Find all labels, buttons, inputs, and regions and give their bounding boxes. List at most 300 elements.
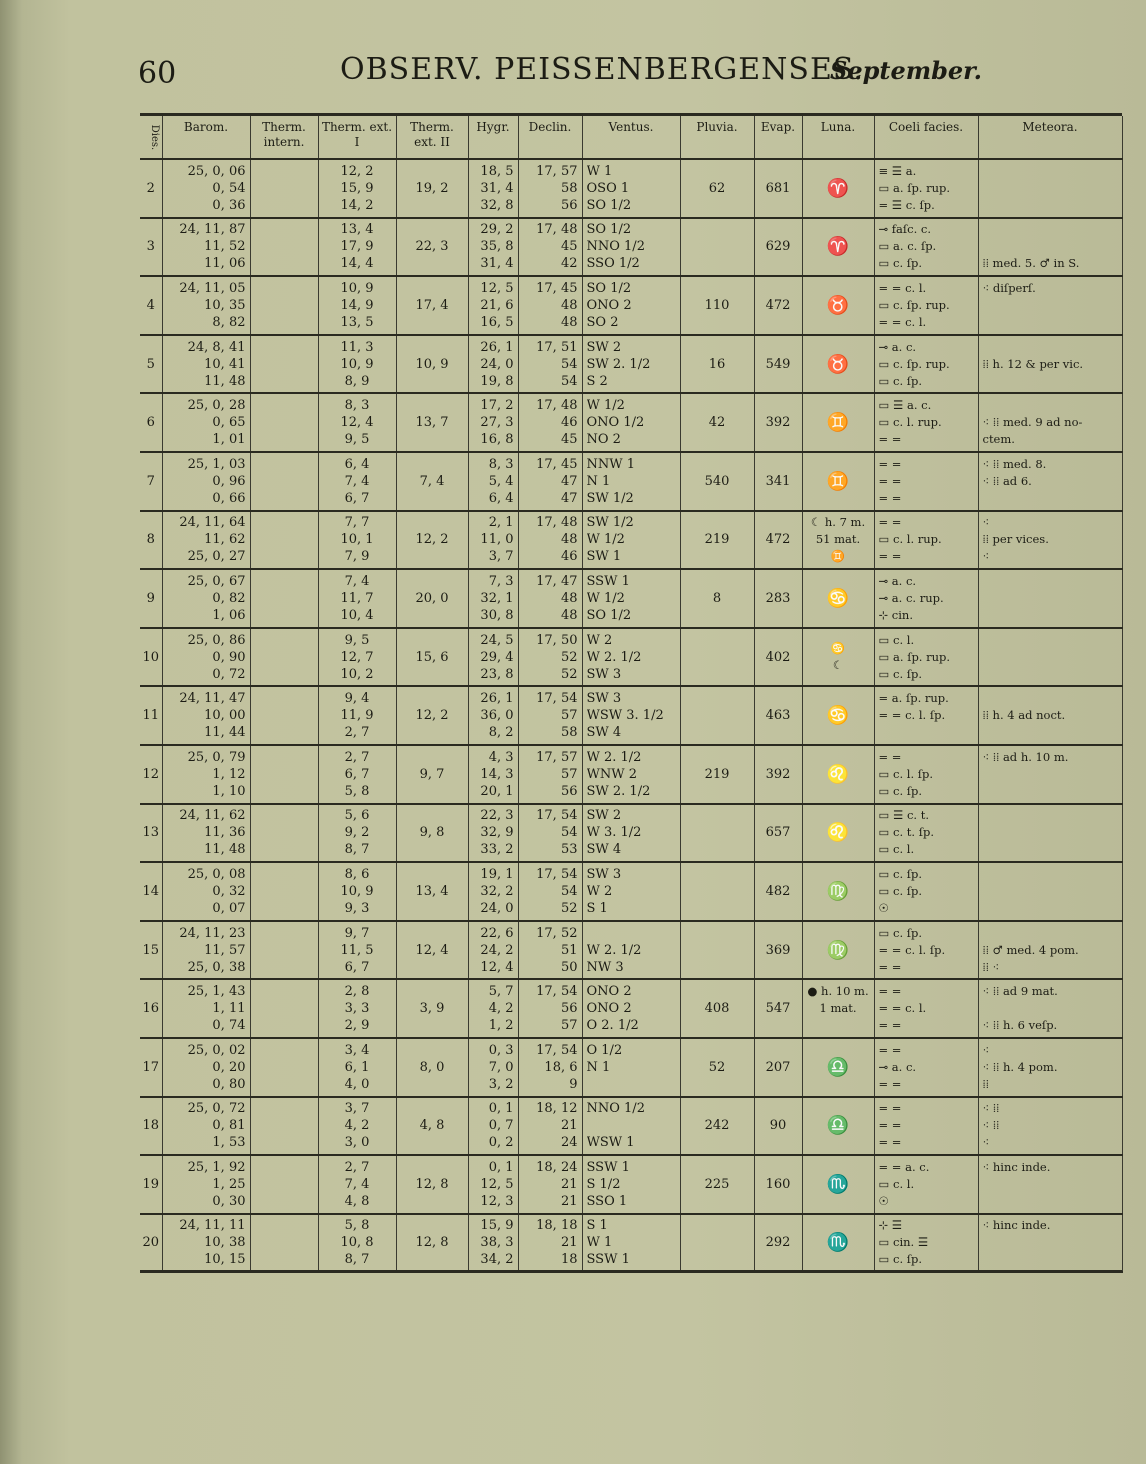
therm-ext1-value: 14, 9: [340, 297, 374, 313]
therm-ext1-value: 8, 9: [344, 373, 370, 389]
dies-cell: [140, 218, 162, 277]
therm-ext1-value: 5, 8: [344, 1218, 370, 1234]
dies-cell: [140, 804, 162, 863]
coeli-facies-value: [879, 724, 978, 741]
evap-value: 341: [765, 473, 791, 489]
evap-cell: [754, 569, 802, 628]
day-number: 20: [142, 1235, 160, 1251]
coeli-facies-cell: [874, 569, 978, 628]
hygr-cell: [468, 335, 518, 394]
dies-cell: [140, 862, 162, 921]
coeli-facies-value: = =: [878, 1118, 902, 1133]
therm-ext2-cell: [396, 745, 468, 804]
evap-cell: [754, 511, 802, 570]
barom-cell: [162, 804, 250, 863]
ventus-value: ONO 2: [586, 1001, 632, 1017]
coeli-facies-cell: [874, 1214, 978, 1273]
therm-ext2-value: 9, 7: [419, 766, 445, 782]
ventus-value: N 1: [586, 1059, 611, 1075]
therm-ext2-cell: [396, 159, 468, 218]
day-number: 10: [142, 649, 160, 665]
meteora-value: ⁞⁞ per vices.: [982, 532, 1049, 547]
table-body: [140, 159, 1122, 1272]
coeli-facies-value: ▭ a. ſp. rup.: [878, 180, 951, 195]
therm-ext1-value: 7, 9: [344, 549, 370, 565]
hygr-value: 36, 0: [480, 708, 514, 724]
hygr-value: 23, 8: [480, 666, 514, 682]
coeli-facies-value: ▭ c. ſp.: [878, 866, 923, 881]
hygr-value: 32, 8: [480, 197, 514, 213]
hygr-value: 19, 1: [480, 866, 514, 882]
therm-ext2-value: 12, 8: [415, 1176, 449, 1192]
therm-intern-cell: [250, 862, 318, 921]
therm-intern-cell: [250, 452, 318, 511]
ventus-value: ONO 2: [586, 984, 632, 1000]
declin-value: 48: [560, 532, 578, 548]
ventus-value: SW 1: [586, 549, 622, 565]
declin-value: 52: [560, 666, 578, 682]
declin-value: 21: [560, 1118, 578, 1134]
luna-cell: [802, 862, 874, 921]
evap-value: 90: [769, 1118, 787, 1134]
therm-ext2-value: 3, 9: [419, 1001, 445, 1017]
therm-ext2-cell: [396, 1038, 468, 1097]
therm-ext1-value: 5, 8: [344, 783, 370, 799]
dies-cell: [140, 452, 162, 511]
column-header-luna: Luna.: [802, 116, 874, 159]
hygr-cell: [468, 686, 518, 745]
ventus-cell: [582, 862, 680, 921]
declin-value: 17, 54: [536, 808, 578, 824]
hygr-value: 0, 3: [488, 1042, 514, 1058]
therm-intern-cell: [250, 1097, 318, 1156]
declin-value: 18, 24: [536, 1159, 578, 1175]
hygr-value: 12, 4: [480, 959, 514, 975]
ventus-cell: [582, 628, 680, 687]
therm-ext1-value: 11, 5: [340, 942, 374, 958]
ventus-value: SW 1/2: [586, 490, 634, 506]
day-number: 6: [146, 415, 155, 431]
evap-cell: [754, 452, 802, 511]
luna-cell: [802, 511, 874, 570]
declin-value: 17, 48: [536, 222, 578, 238]
hygr-value: 4, 2: [488, 1001, 514, 1017]
pluvia-value: 540: [704, 473, 730, 489]
meteora-cell: [978, 745, 1122, 804]
therm-ext1-value: 9, 7: [344, 925, 370, 941]
meteora-cell: [978, 1155, 1122, 1214]
pluvia-cell: [680, 1155, 754, 1214]
declin-value: 54: [560, 883, 578, 899]
ventus-value: NO 2: [586, 432, 621, 448]
declin-value: 17, 45: [536, 456, 578, 472]
barom-cell: [162, 218, 250, 277]
meteora-cell: [978, 569, 1122, 628]
therm-ext1-value: 6, 7: [344, 490, 370, 506]
pluvia-value: 42: [708, 415, 726, 431]
evap-value: 629: [765, 239, 791, 255]
barom-value: 25, 0, 38: [187, 959, 246, 975]
hygr-value: 24, 5: [480, 632, 514, 648]
ventus-value: SW 4: [586, 725, 622, 741]
meteora-value: [983, 866, 1122, 883]
therm-intern-cell: [250, 921, 318, 980]
meteora-value: [983, 724, 1122, 741]
therm-ext2-cell: [396, 862, 468, 921]
therm-ext1-value: 10, 9: [340, 280, 374, 296]
coeli-facies-value: ▭ c. ſp.: [878, 883, 923, 898]
coeli-facies-value: ☉: [878, 900, 889, 915]
therm-ext1-value: 2, 7: [344, 749, 370, 765]
barom-value: 24, 11, 23: [179, 925, 246, 941]
declin-cell: [518, 1214, 582, 1273]
therm-ext1-value: 7, 4: [344, 473, 370, 489]
coeli-facies-value: = = c. l.: [878, 314, 927, 329]
coeli-facies-cell: [874, 686, 978, 745]
ventus-value: SO 1/2: [586, 197, 632, 213]
ventus-value: WSW 1: [586, 1135, 635, 1151]
coeli-facies-value: = = c. l.: [878, 1001, 927, 1016]
ventus-cell: [582, 393, 680, 452]
hygr-cell: [468, 862, 518, 921]
therm-ext1-cell: [318, 921, 396, 980]
hygr-value: 16, 8: [480, 432, 514, 448]
barom-value: 11, 52: [204, 239, 246, 255]
meteora-cell: [978, 159, 1122, 218]
coeli-facies-cell: [874, 218, 978, 277]
hygr-value: 24, 0: [480, 356, 514, 372]
hygr-value: 5, 4: [488, 473, 514, 489]
ventus-value: [587, 1117, 680, 1134]
barom-value: 11, 57: [204, 942, 246, 958]
hygr-cell: [468, 276, 518, 335]
barom-value: 25, 0, 06: [187, 163, 246, 179]
therm-ext2-cell: [396, 1155, 468, 1214]
ventus-value: SW 1/2: [586, 515, 634, 531]
hygr-value: 12, 5: [480, 280, 514, 296]
declin-cell: [518, 218, 582, 277]
ventus-value: W 1/2: [586, 532, 625, 548]
barom-value: 1, 06: [212, 607, 246, 623]
evap-cell: [754, 921, 802, 980]
therm-ext1-value: 8, 3: [344, 398, 370, 414]
ventus-value: WNW 2: [586, 766, 638, 782]
day-number: 15: [142, 942, 160, 958]
barom-cell: [162, 569, 250, 628]
meteora-cell: [978, 276, 1122, 335]
meteora-value: [983, 632, 1122, 649]
therm-ext1-cell: [318, 1214, 396, 1273]
day-number: 4: [146, 297, 155, 313]
hygr-value: 6, 4: [488, 490, 514, 506]
ventus-value: SW 2. 1/2: [586, 356, 651, 372]
hygr-value: 17, 2: [480, 398, 514, 414]
declin-value: 45: [560, 239, 578, 255]
dies-cell: [140, 335, 162, 394]
evap-value: 392: [765, 766, 791, 782]
meteora-value: ⁖ ⁞⁞ med. 9 ad no-: [982, 415, 1083, 430]
therm-ext1-cell: [318, 1097, 396, 1156]
barom-value: 0, 32: [212, 883, 246, 899]
hygr-value: 4, 3: [488, 749, 514, 765]
table-row: [140, 921, 1122, 980]
evap-cell: [754, 276, 802, 335]
luna-sign: ♎: [826, 1056, 850, 1078]
meteora-value: [983, 314, 1122, 331]
therm-ext1-value: 11, 9: [340, 708, 374, 724]
evap-cell: [754, 1038, 802, 1097]
ventus-cell: [582, 1038, 680, 1097]
evap-cell: [754, 1214, 802, 1273]
ventus-value: W 3. 1/2: [586, 825, 642, 841]
ventus-cell: [582, 335, 680, 394]
table-row: [140, 804, 1122, 863]
pluvia-value: 408: [704, 1001, 730, 1017]
pluvia-cell: [680, 745, 754, 804]
coeli-facies-value: ▭ c. t. ſp.: [878, 825, 934, 840]
dies-cell: [140, 1214, 162, 1273]
barom-cell: [162, 335, 250, 394]
declin-value: 54: [560, 825, 578, 841]
therm-ext2-value: 9, 8: [419, 825, 445, 841]
meteora-cell: [978, 862, 1122, 921]
therm-intern-cell: [250, 159, 318, 218]
therm-ext2-cell: [396, 979, 468, 1038]
coeli-facies-cell: [874, 745, 978, 804]
evap-cell: [754, 628, 802, 687]
barom-value: 0, 72: [212, 666, 246, 682]
barom-value: 1, 12: [212, 766, 246, 782]
luna-sign: ♍: [826, 939, 850, 961]
declin-value: 17, 47: [536, 573, 578, 589]
hygr-value: 26, 1: [480, 339, 514, 355]
therm-ext1-value: 3, 7: [344, 1101, 370, 1117]
declin-value: 54: [560, 373, 578, 389]
declin-value: 58: [560, 725, 578, 741]
ventus-value: SW 3: [586, 691, 622, 707]
barom-value: 1, 01: [212, 432, 246, 448]
table-row: [140, 159, 1122, 218]
therm-ext2-value: 8, 0: [419, 1059, 445, 1075]
therm-ext1-value: 5, 6: [344, 808, 370, 824]
hygr-value: 24, 0: [480, 900, 514, 916]
coeli-facies-value: = ☰ c. ſp.: [878, 197, 935, 212]
pluvia-value: 8: [712, 590, 722, 606]
hygr-value: 22, 3: [480, 808, 514, 824]
table-row: [140, 628, 1122, 687]
therm-intern-cell: [250, 1214, 318, 1273]
coeli-facies-cell: [874, 159, 978, 218]
therm-ext2-value: 10, 9: [415, 356, 449, 372]
declin-value: 54: [560, 356, 578, 372]
coeli-facies-value: ▭ c. ſp.: [878, 925, 923, 940]
pluvia-cell: [680, 159, 754, 218]
meteora-value: ⁖ hinc inde.: [982, 1159, 1051, 1174]
meteora-value: ⁖ ⁞⁞: [982, 1118, 1000, 1133]
luna-cell: [802, 628, 874, 687]
ventus-value: SW 3: [586, 666, 622, 682]
meteora-value: [983, 590, 1122, 607]
meteora-value: ⁖ ⁞⁞ h. 4 pom.: [982, 1059, 1058, 1074]
luna-cell: [802, 686, 874, 745]
column-header-pluvia: Pluvia.: [680, 116, 754, 159]
luna-sign: ♌: [826, 822, 850, 844]
column-header-evap: Evap.: [754, 116, 802, 159]
meteora-value: ctem.: [982, 432, 1015, 447]
dies-cell: [140, 159, 162, 218]
meteora-value: [983, 607, 1122, 624]
evap-cell: [754, 335, 802, 394]
hygr-cell: [468, 511, 518, 570]
dies-cell: [140, 979, 162, 1038]
meteora-value: ⁖ diſperſ.: [982, 280, 1036, 295]
therm-ext1-value: 11, 3: [340, 339, 374, 355]
hygr-cell: [468, 159, 518, 218]
meteora-value: ⁖ ⁞⁞ h. 6 veſp.: [982, 1018, 1058, 1033]
therm-ext1-cell: [318, 686, 396, 745]
luna-value: 1 mat.: [819, 1001, 857, 1016]
ventus-value: SW 3: [586, 866, 622, 882]
ventus-value: WSW 3. 1/2: [586, 708, 664, 724]
coeli-facies-value: ⊹ cin.: [878, 607, 913, 622]
declin-value: 21: [560, 1235, 578, 1251]
column-header-barom: Barom.: [162, 116, 250, 159]
barom-value: 0, 96: [212, 473, 246, 489]
dies-cell: [140, 628, 162, 687]
coeli-facies-value: ▭ c. ſp.: [878, 783, 923, 798]
therm-ext2-cell: [396, 921, 468, 980]
declin-value: 48: [560, 314, 578, 330]
ventus-cell: [582, 1214, 680, 1273]
column-header-therm-intern: Therm. intern.: [250, 116, 318, 159]
evap-cell: [754, 862, 802, 921]
declin-cell: [518, 686, 582, 745]
therm-ext2-value: 12, 2: [415, 532, 449, 548]
barom-value: 1, 10: [212, 783, 246, 799]
barom-value: 0, 82: [212, 590, 246, 606]
declin-cell: [518, 628, 582, 687]
evap-value: 463: [765, 708, 791, 724]
evap-value: 369: [765, 942, 791, 958]
hygr-cell: [468, 628, 518, 687]
hygr-cell: [468, 393, 518, 452]
coeli-facies-value: ▭ cin. ☰: [878, 1235, 929, 1250]
coeli-facies-value: ▭ a. ſp. rup.: [878, 649, 951, 664]
declin-value: 52: [560, 900, 578, 916]
coeli-facies-value: ▭ c. ſp. rup.: [878, 297, 950, 312]
ventus-value: SSW 1: [586, 1252, 630, 1268]
therm-ext1-value: 14, 4: [340, 256, 374, 272]
barom-value: 10, 00: [204, 708, 246, 724]
ventus-value: SW 2. 1/2: [586, 783, 651, 799]
evap-cell: [754, 1155, 802, 1214]
coeli-facies-value: = =: [878, 1135, 902, 1150]
therm-ext2-value: 17, 4: [415, 297, 449, 313]
meteora-cell: [978, 979, 1122, 1038]
hygr-value: 33, 2: [480, 842, 514, 858]
meteora-value: [983, 883, 1122, 900]
declin-value: 17, 57: [536, 163, 578, 179]
barom-value: 0, 80: [212, 1076, 246, 1092]
therm-ext1-value: 10, 8: [340, 1235, 374, 1251]
coeli-facies-value: = =: [878, 749, 902, 764]
ventus-value: NNO 1/2: [586, 239, 645, 255]
coeli-facies-cell: [874, 862, 978, 921]
meteora-value: ⁖: [982, 1042, 990, 1057]
evap-cell: [754, 745, 802, 804]
barom-value: 11, 06: [204, 256, 246, 272]
ventus-value: SW 4: [586, 842, 622, 858]
meteora-cell: [978, 393, 1122, 452]
therm-ext2-value: 13, 4: [415, 883, 449, 899]
coeli-facies-value: = =: [878, 1101, 902, 1116]
ventus-cell: [582, 511, 680, 570]
ventus-value: W 2. 1/2: [586, 649, 642, 665]
ventus-value: W 2: [586, 883, 613, 899]
ventus-cell: [582, 569, 680, 628]
ventus-cell: [582, 159, 680, 218]
ventus-value: O 1/2: [586, 1042, 623, 1058]
meteora-cell: [978, 1214, 1122, 1273]
coeli-facies-cell: [874, 335, 978, 394]
barom-value: 25, 0, 86: [187, 632, 246, 648]
hygr-value: 0, 1: [488, 1159, 514, 1175]
therm-ext1-value: 17, 9: [340, 239, 374, 255]
luna-cell: [802, 393, 874, 452]
therm-ext2-cell: [396, 569, 468, 628]
luna-value: ♋: [830, 641, 846, 656]
meteora-cell: [978, 511, 1122, 570]
pluvia-cell: [680, 1214, 754, 1273]
pluvia-value: 225: [704, 1176, 730, 1192]
barom-value: 0, 65: [212, 415, 246, 431]
table-row: [140, 218, 1122, 277]
dies-cell: [140, 1038, 162, 1097]
declin-value: 17, 57: [536, 749, 578, 765]
therm-ext1-value: 10, 1: [340, 532, 374, 548]
declin-cell: [518, 1038, 582, 1097]
ventus-cell: [582, 921, 680, 980]
ventus-value: SSW 1: [586, 1159, 630, 1175]
meteora-cell: [978, 921, 1122, 980]
coeli-facies-value: = =: [878, 549, 902, 564]
therm-ext1-value: 14, 2: [340, 197, 374, 213]
ventus-cell: [582, 218, 680, 277]
hygr-value: 29, 4: [480, 649, 514, 665]
barom-value: 0, 66: [212, 490, 246, 506]
dies-cell: [140, 276, 162, 335]
month-label: September.: [830, 56, 982, 85]
coeli-facies-value: ▭ a. c. ſp.: [878, 239, 937, 254]
day-number: 18: [142, 1118, 160, 1134]
barom-value: 0, 30: [212, 1193, 246, 1209]
pluvia-value: 242: [704, 1118, 730, 1134]
day-number: 16: [142, 1001, 160, 1017]
ventus-value: SSO 1/2: [586, 256, 640, 272]
meteora-value: [983, 841, 1122, 858]
luna-sign: ♏: [826, 1173, 850, 1195]
barom-value: 0, 07: [212, 900, 246, 916]
hygr-value: 18, 5: [480, 163, 514, 179]
meteora-value: [983, 824, 1122, 841]
therm-ext1-cell: [318, 745, 396, 804]
declin-value: 46: [560, 415, 578, 431]
column-header-hygr: Hygr.: [468, 116, 518, 159]
column-header-declin: Declin.: [518, 116, 582, 159]
hygr-value: 32, 1: [480, 590, 514, 606]
ventus-value: S 1: [586, 1218, 608, 1234]
hygr-value: 31, 4: [480, 256, 514, 272]
